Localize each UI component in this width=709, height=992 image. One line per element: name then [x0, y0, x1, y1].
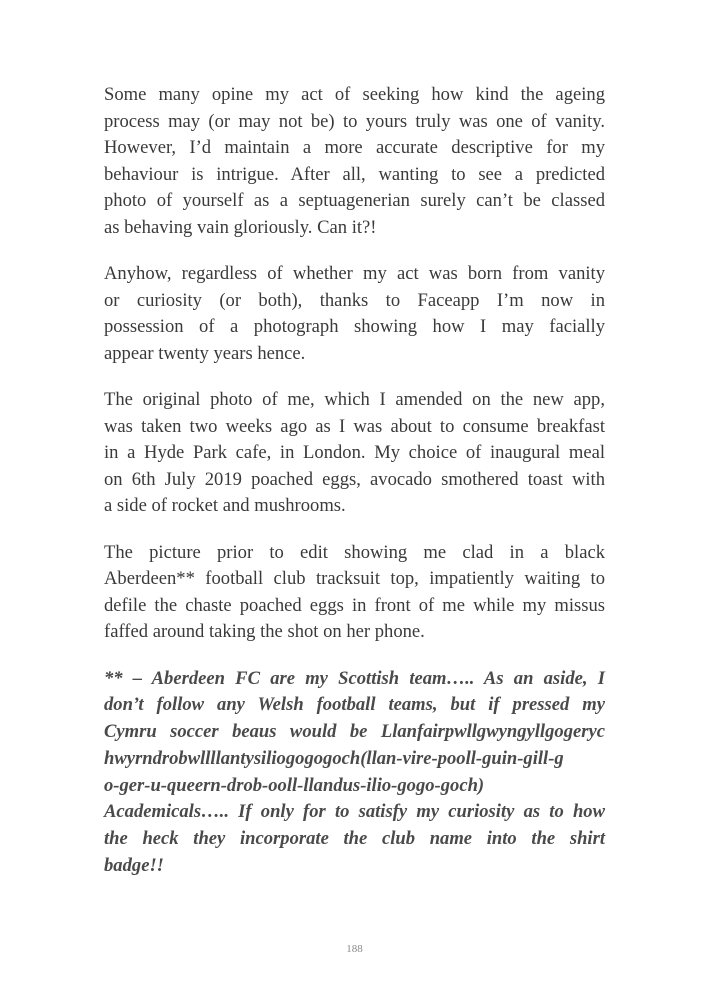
footnote-line: hwyrndrobwllllantysiliogogogoch(llan-vire-pooll-guin-gill-g [104, 747, 564, 769]
text-line: or curiosity (or both), thanks to Faceapp I’m now in [104, 289, 605, 311]
text-line: defile the chaste poached eggs in front of me while my missus [104, 594, 605, 616]
text-line: on 6th July 2019 poached eggs, avocado smothered toast with [104, 468, 605, 490]
footnote-line: Academicals….. If only for to satisfy my curiosity as to how [104, 801, 605, 823]
text-line: Some many opine my act of seeking how kind the ageing [104, 84, 605, 105]
text-line: appear twenty years hence. [104, 342, 306, 364]
footnote [104, 666, 605, 880]
page-number: 188 [346, 943, 363, 955]
text-line: as behaving vain gloriously. Can it?! [104, 216, 377, 238]
footnote-line: badge!! [104, 855, 164, 877]
footnote-line: don’t follow any Welsh football teams, but if pressed my [104, 694, 605, 716]
text-line: behaviour is intrigue. After all, wanting to see a predicted [104, 163, 605, 185]
text-line: a side of rocket and mushrooms. [104, 495, 346, 516]
footnote-line: ** – Aberdeen FC are my Scottish team….. As an aside, I [104, 667, 605, 689]
text-line: Anyhow, regardless of whether my act was born from vanity [104, 263, 605, 284]
footnote-line: o-ger-u-queern-drob-ooll-llandus-ilio-gogo-goch) [104, 774, 485, 796]
paragraph-3 [104, 387, 605, 520]
footnote-line: the heck they incorporate the club name into the shirt [104, 828, 605, 850]
text-line: in a Hyde Park cafe, in London. My choice of inaugural meal [104, 442, 605, 463]
paragraph-1 [104, 82, 605, 241]
text-line: was taken two weeks ago as I was about to consume breakfast [104, 415, 605, 437]
text-line: However, I’d maintain a more accurate descriptive for my [104, 137, 605, 158]
paragraph-4 [104, 540, 605, 646]
text-line: Aberdeen** football club tracksuit top, impatiently waiting to [104, 568, 605, 589]
text-line: The original photo of me, which I amended on the new app, [104, 389, 605, 410]
text-line: faffed around taking the shot on her phone. [104, 621, 425, 642]
text-line: process may (or may not be) to yours truly was one of vanity. [104, 110, 605, 132]
text-line: The picture prior to edit showing me clad in a black [104, 541, 605, 563]
footnote-line: Cymru soccer beaus would be Llanfairpwllgwyngyllgogeryc [104, 721, 605, 743]
text-line: photo of yourself as a septuagenerian surely can’t be classed [104, 190, 605, 211]
page-body [104, 82, 605, 880]
paragraph-2 [104, 261, 605, 367]
text-line: possession of a photograph showing how I may facially [104, 316, 605, 337]
